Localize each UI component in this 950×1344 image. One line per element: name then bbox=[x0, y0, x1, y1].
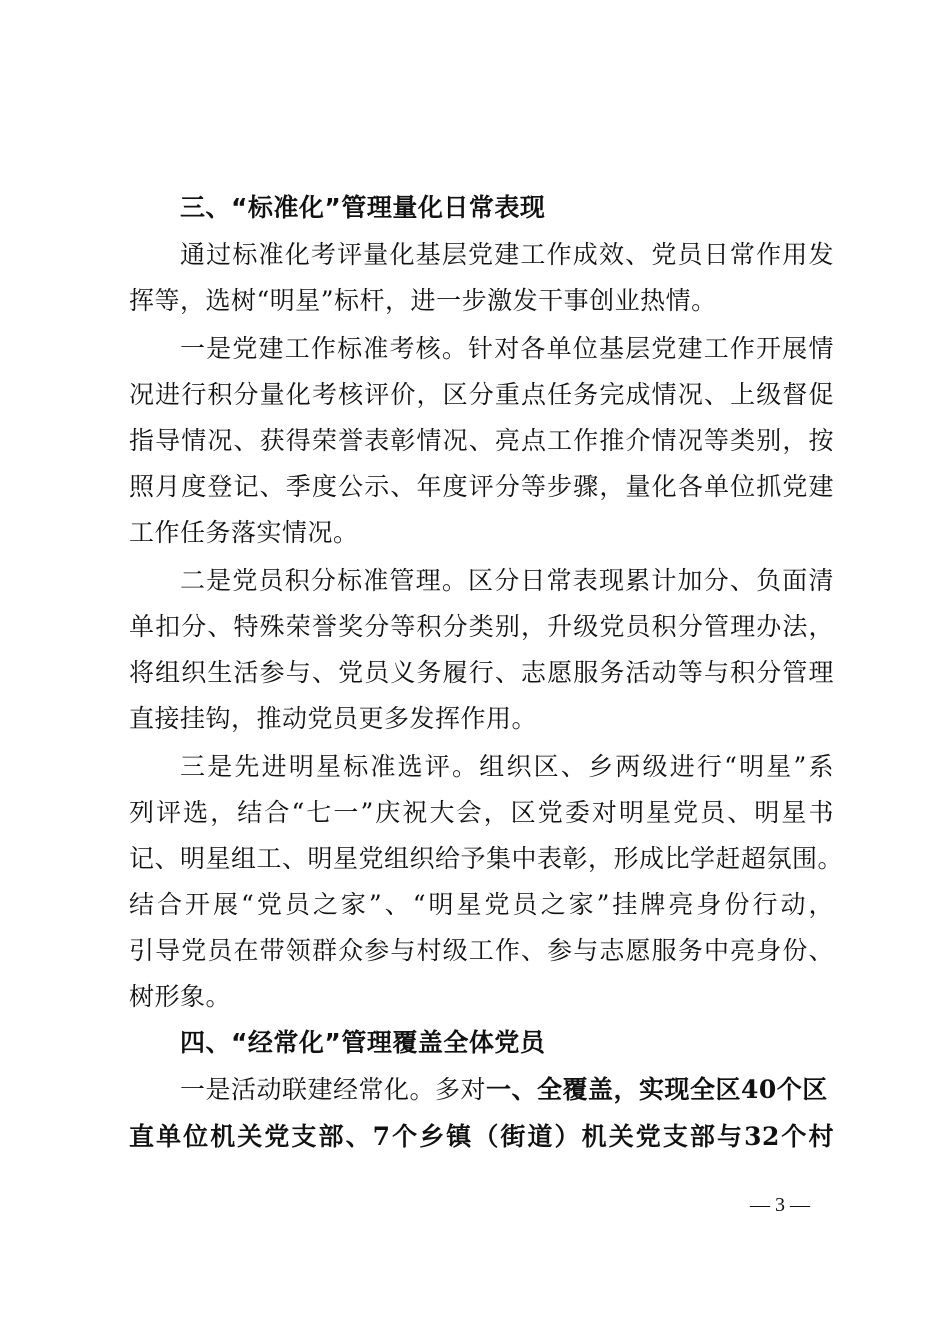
section-heading-3: 三、“标准化”管理量化日常表现 bbox=[180, 193, 546, 222]
paragraph-line: 直接挂钩，推动党员更多发挥作用。 bbox=[129, 704, 538, 733]
paragraph-line: 列评选，结合“七一”庆祝大会，区党委对明星党员、明星书 bbox=[129, 798, 834, 827]
paragraph-line: 二是党员积分标准管理。区分日常表现累计加分、负面清 bbox=[180, 566, 834, 595]
paragraph-line: 单扣分、特殊荣誉奖分等积分类别，升级党员积分管理办法， bbox=[129, 612, 834, 641]
paragraph-line: 直单位机关党支部、7个乡镇（街道）机关党支部与32个村 bbox=[129, 1122, 834, 1151]
paragraph-line: 通过标准化考评量化基层党建工作成效、党员日常作用发 bbox=[180, 240, 834, 269]
paragraph-line: 三是先进明星标准选评。组织区、乡两级进行“明星”系 bbox=[180, 752, 834, 781]
section-heading-4: 四、“经常化”管理覆盖全体党员 bbox=[180, 1028, 546, 1057]
paragraph-line bbox=[180, 1075, 834, 1105]
paragraph-text-bold: 一、全覆盖，实现全区40个区 bbox=[486, 1075, 828, 1104]
page-number: — 3 — bbox=[750, 1194, 810, 1216]
paragraph-line: 记、明星组工、明星党组织给予集中表彰，形成比学赶超氛围。 bbox=[129, 844, 844, 873]
paragraph-line: 照月度登记、季度公示、年度评分等步骤，量化各单位抓党建 bbox=[129, 472, 834, 501]
paragraph-line: 将组织生活参与、党员义务履行、志愿服务活动等与积分管理 bbox=[129, 658, 834, 687]
paragraph-line: 挥等，选树“明星”标杆，进一步激发干事创业热情。 bbox=[129, 286, 717, 315]
paragraph-text-normal: 一是活动联建经常化。多对 bbox=[180, 1075, 487, 1104]
paragraph-line: 况进行积分量化考核评价，区分重点任务完成情况、上级督促 bbox=[129, 380, 834, 409]
paragraph-line: 工作任务落实情况。 bbox=[129, 518, 359, 547]
paragraph-line: 指导情况、获得荣誉表彰情况、亮点工作推介情况等类别，按 bbox=[129, 426, 834, 455]
paragraph-line: 结合开展“党员之家”、“明星党员之家”挂牌亮身份行动， bbox=[129, 890, 834, 919]
paragraph-line: 一是党建工作标准考核。针对各单位基层党建工作开展情 bbox=[180, 334, 834, 363]
paragraph-line: 引导党员在带领群众参与村级工作、参与志愿服务中亮身份、 bbox=[129, 936, 834, 965]
paragraph-line: 树形象。 bbox=[129, 982, 232, 1011]
